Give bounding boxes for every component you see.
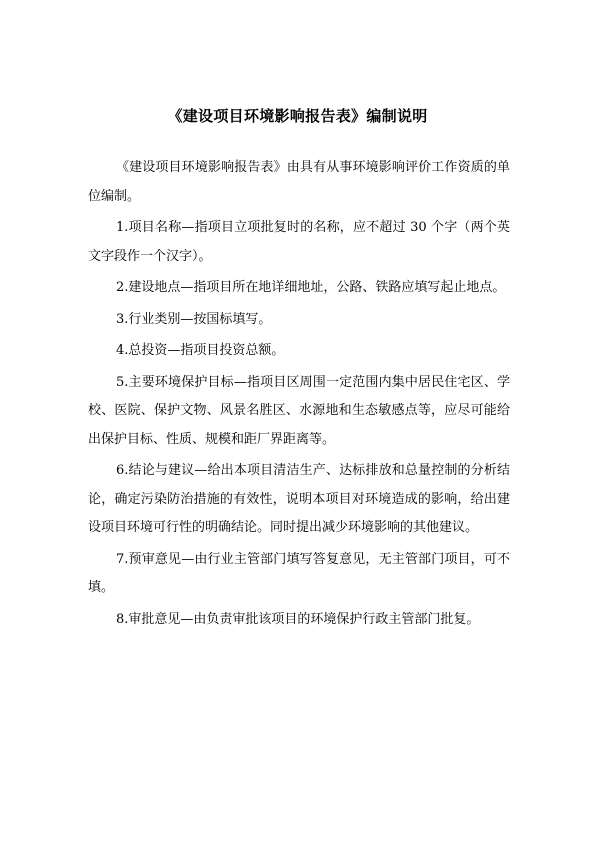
paragraph-industry-category: 3.行业类别—按国标填写。 <box>116 311 272 327</box>
paragraph-conclusions: 6.结论与建议—给出本项目清洁生产、达标排放和总量控制的分析结论，确定污染防治措施的有效性，说明本项目对环境造成的影响，给出建设项目环境可行性的明确结论。同时提出减少环境影响的其他建议。 <box>88 463 510 535</box>
paragraph-intro: 《建设项目环境影响报告表》由具有从事环境影响评价工作资质的单位编制。 <box>88 160 510 204</box>
paragraph-preliminary-review: 7.预审意见—由行业主管部门填写答复意见，无主管部门项目，可不填。 <box>88 551 510 595</box>
paragraph-construction-site: 2.建设地点—指项目所在地详细地址，公路、铁路应填写起止地点。 <box>116 280 506 295</box>
paragraph-project-name: 1.项目名称—指项目立项批复时的名称，应不超过 30 个字（两个英文字段作一个汉字）。 <box>88 220 510 264</box>
document-title: 《建设项目环境影响报告表》编制说明 <box>167 107 428 125</box>
paragraph-total-investment: 4.总投资—指项目投资总额。 <box>116 343 285 358</box>
paragraph-approval-opinion: 8.审批意见—由负责审批该项目的环境保护行政主管部门批复。 <box>116 611 480 627</box>
document-body <box>88 154 510 637</box>
paragraph-protection-targets: 5.主要环境保护目标—指项目区周围一定范围内集中居民住宅区、学校、医院、保护文物、风景名胜区、水源地和生态敏感点等，应尽可能给出保护目标、性质、规模和距厂界距离等。 <box>88 374 510 447</box>
